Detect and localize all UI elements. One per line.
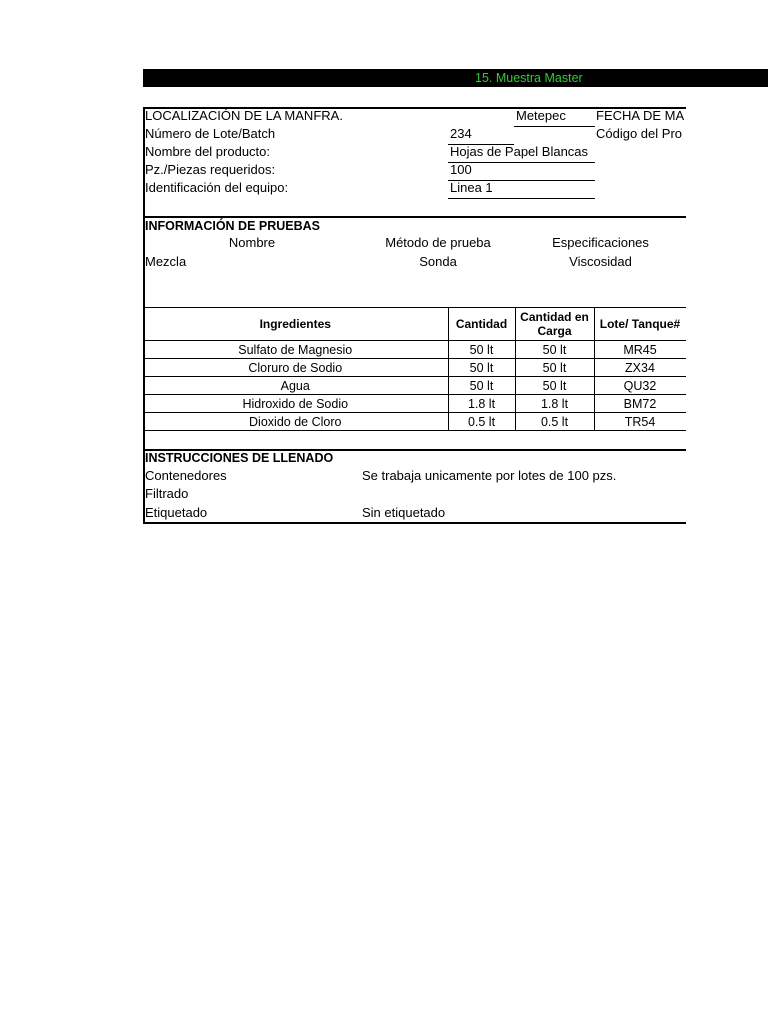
load-quantity-cell: 50 lt <box>515 341 594 359</box>
quantity-cell: 50 lt <box>448 341 515 359</box>
labeling-label: Etiquetado <box>145 505 208 520</box>
filtering-label: Filtrado <box>145 486 189 501</box>
ingredient-cell: Agua <box>143 377 448 395</box>
tests-header-method: Método de prueba <box>385 235 491 250</box>
load-quantity-cell: 1.8 lt <box>515 395 594 413</box>
load-quantity-cell: 50 lt <box>515 359 594 377</box>
table-row <box>143 377 686 395</box>
tests-header-specifications: Especificaciones <box>552 235 649 250</box>
containers-value: Se trabaja unicamente por lotes de 100 pzs. <box>362 468 617 483</box>
equipment-id-value: Linea 1 <box>450 180 493 195</box>
master-sample-sheet <box>143 107 686 524</box>
equipment-id-label: Identificación del equipo: <box>145 180 289 195</box>
ingredients-header-load-quantity: Cantidad en Carga <box>515 308 594 341</box>
product-code-label: Código del Pro <box>596 126 682 141</box>
quantity-cell: 0.5 lt <box>448 413 515 431</box>
ingredient-cell: Sulfato de Magnesio <box>143 341 448 359</box>
quantity-cell: 50 lt <box>448 377 515 395</box>
quantity-cell: 1.8 lt <box>448 395 515 413</box>
table-row <box>143 359 686 377</box>
title-bar <box>143 69 768 87</box>
quantity-cell: 50 lt <box>448 359 515 377</box>
sheet-bottom-border <box>143 522 686 524</box>
batch-tank-cell: TR54 <box>594 413 686 431</box>
test-method-cell: Sonda <box>419 254 457 269</box>
location-underline <box>514 126 595 127</box>
tests-title: INFORMACIÓN DE PRUEBAS <box>145 219 321 233</box>
ingredients-header-quantity: Cantidad <box>448 308 515 341</box>
product-name-value: Hojas de Papel Blancas <box>450 144 589 159</box>
ingredients-table <box>143 307 686 431</box>
batch-tank-cell: MR45 <box>594 341 686 359</box>
labeling-value: Sin etiquetado <box>362 505 446 520</box>
document-title: 15. Muestra Master <box>475 71 583 85</box>
manufacture-date-label: FECHA DE MA <box>596 108 685 123</box>
ingredients-header-ingredient: Ingredientes <box>143 308 448 341</box>
tests-header-name: Nombre <box>228 235 276 250</box>
product-name-label: Nombre del producto: <box>145 144 271 159</box>
containers-label: Contenedores <box>145 468 227 483</box>
location-label: LOCALIZACIÓN DE LA MANFRA. <box>145 108 343 123</box>
ingredients-header-row <box>143 308 686 341</box>
batch-number-value: 234 <box>450 126 472 141</box>
equipment-id-underline <box>448 198 595 199</box>
ingredients-header-batch-tank: Lote/ Tanque# <box>594 308 686 341</box>
location-value: Metepec <box>516 108 566 123</box>
filling-title: INSTRUCCIONES DE LLENADO <box>145 451 334 465</box>
load-quantity-cell: 50 lt <box>515 377 594 395</box>
test-name-cell: Mezcla <box>145 254 187 269</box>
table-row <box>143 341 686 359</box>
table-row <box>143 413 686 431</box>
batch-tank-cell: BM72 <box>594 395 686 413</box>
table-row <box>143 395 686 413</box>
batch-tank-cell: ZX34 <box>594 359 686 377</box>
test-specification-cell: Viscosidad <box>569 254 632 269</box>
load-quantity-cell: 0.5 lt <box>515 413 594 431</box>
ingredient-cell: Hidroxido de Sodio <box>143 395 448 413</box>
ingredient-cell: Cloruro de Sodio <box>143 359 448 377</box>
pieces-required-value: 100 <box>450 162 472 177</box>
batch-number-label: Número de Lote/Batch <box>145 126 276 141</box>
batch-tank-cell: QU32 <box>594 377 686 395</box>
pieces-required-label: Pz./Piezas requeridos: <box>145 162 276 177</box>
ingredient-cell: Dioxido de Cloro <box>143 413 448 431</box>
